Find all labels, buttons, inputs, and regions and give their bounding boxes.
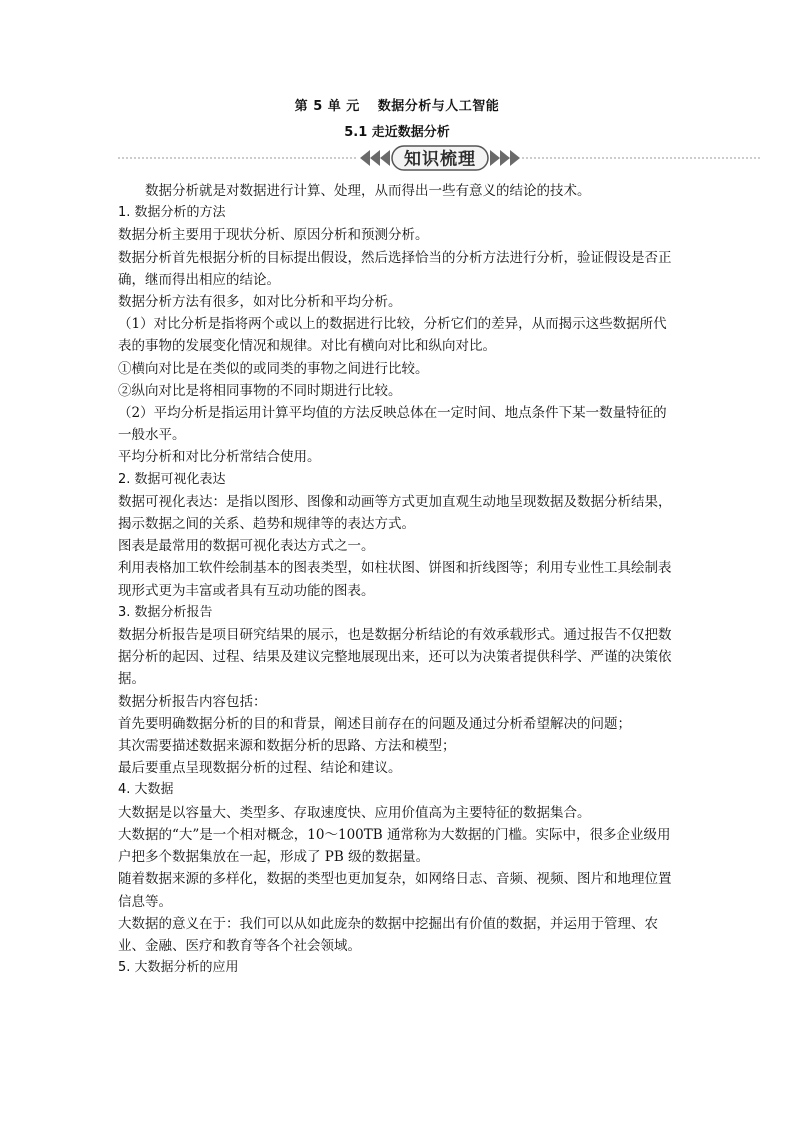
paragraph: 数据分析主要用于现状分析、原因分析和预测分析。 [118,227,429,244]
paragraph: 数据分析首先根据分析的目标提出假设，然后选择恰当的分析方法进行分析，验证假设是否正确，继而得出相应的结论。 [118,249,672,288]
section-banner [118,144,762,172]
section-heading-2: 2. 数据可视化表达 [118,471,226,487]
paragraph: 数据可视化表达：是指以图形、图像和动画等方式更加直观生动地呈现数据及数据分析结果，揭示数据之间的关系、趋势和规律等的表达方式。 [118,493,672,533]
section-heading-5: 5. 大数据分析的应用 [118,960,239,976]
paragraph: 最后要重点呈现数据分析的过程、结论和建议。 [118,760,402,777]
banner-left-arrows-icon [360,150,390,166]
paragraph: 其次需要描述数据来源和数据分析的思路、方法和模型； [118,738,456,755]
section-heading-3: 3. 数据分析报告 [118,604,213,620]
paragraph: ①横向对比是在类似的或同类的事物之间进行比较。 [118,360,429,377]
banner-right-arrows-icon [490,150,520,166]
banner-graphic [118,144,762,172]
unit-title [0,95,794,114]
paragraph: （2）平均分析是指运用计算平均值的方法反映总体在一定时间、地点条件下某一数量特征的一般水平。 [118,405,667,444]
content-body [118,180,678,979]
paragraph: 随着数据来源的多样化，数据的类型也更加复杂，如网络日志、音频、视频、图片和地理位置信息等。 [118,871,672,910]
paragraph: 大数据是以容量大、类型多、存取速度快、应用价值高为主要特征的数据集合。 [118,804,591,821]
unit-label: 第 5 单 元 [294,99,360,114]
paragraph: 首先要明确数据分析的目的和背景，阐述目前存在的问题及通过分析希望解决的问题； [118,715,631,732]
paragraph: 数据分析方法有很多，如对比分析和平均分析。 [118,294,402,311]
paragraph: 大数据的“大”是一个相对概念，10～100TB 通常称为大数据的门槛。实际中，很多企业级用户把多个数据集放在一起，形成了 PB 级的数据量。 [118,826,671,866]
paragraph: 数据分析报告内容包括： [118,693,267,710]
paragraph: 大数据的意义在于：我们可以从如此庞杂的数据中挖掘出有价值的数据，并运用于管理、农业、金融、医疗和教育等各个社会领域。 [118,915,658,954]
unit-name: 数据分析与人工智能 [377,99,500,114]
paragraph: 平均分析和对比分析常结合使用。 [118,449,321,466]
paragraph: 图表是最常用的数据可视化表达方式之一。 [118,538,375,555]
section-heading-1: 1. 数据分析的方法 [118,205,226,221]
paragraph: （1）对比分析是指将两个或以上的数据进行比较，分析它们的差异，从而揭示这些数据所代表的事物的发展变化情况和规律。对比有横向对比和纵向对比。 [118,316,667,355]
paragraph: ②纵向对比是将相同事物的不同时期进行比较。 [118,382,402,399]
lesson-title: 5.1 走近数据分析 [344,125,450,140]
section-heading-4: 4. 大数据 [118,782,174,798]
paragraph: 利用表格加工软件绘制基本的图表类型，如柱状图、饼图和折线图等；利用专业性工具绘制表现形式更为丰富或者具有互动功能的图表。 [118,560,672,599]
banner-label: 知识梳理 [404,149,476,170]
intro-paragraph: 数据分析就是对数据进行计算、处理，从而得出一些有意义的结论的技术。 [145,183,591,199]
paragraph: 数据分析报告是项目研究结果的展示，也是数据分析结论的有效承载形式。通过报告不仅把数据分析的起因、过程、结果及建议完整地展现出来，还可以为决策者提供科学、严谨的决策依据。 [118,627,672,688]
